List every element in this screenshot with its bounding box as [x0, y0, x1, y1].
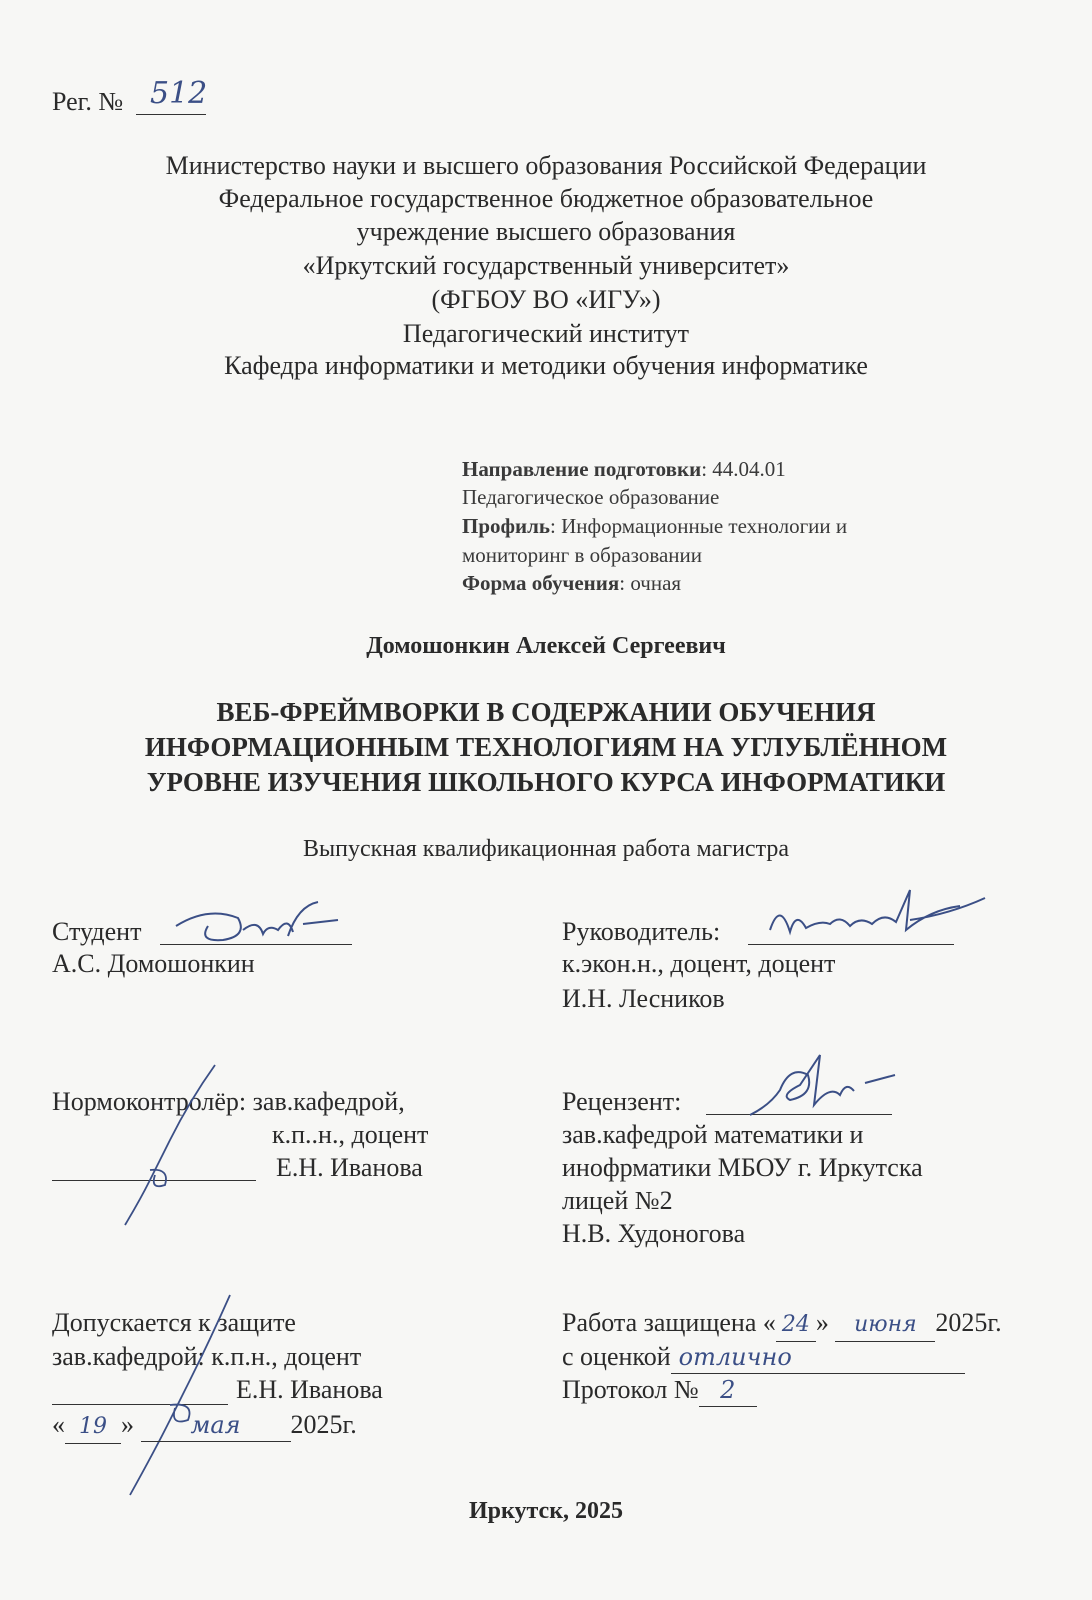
direction-value: : 44.04.01 [701, 457, 786, 481]
grade-label: с оценкой [562, 1342, 671, 1371]
admission-line-1: Допускается к защите [52, 1308, 296, 1337]
profile-value: : Информационные технологии и [550, 514, 848, 538]
admission-month: мая [141, 1409, 291, 1442]
protocol-number: 2 [699, 1374, 757, 1407]
student-label: Студент [52, 917, 142, 946]
author-name: Домошонкин Алексей Сергеевич [366, 633, 726, 659]
direction-value-2: Педагогическое образование [462, 485, 720, 509]
defense-year: 2025г. [935, 1308, 1002, 1337]
admission-quote-close: » [121, 1410, 134, 1439]
defense-day: 24 [776, 1307, 816, 1342]
admission-signature [100, 1290, 240, 1500]
admission-name: Е.Н. Иванова [236, 1375, 383, 1404]
footer-city-year: Иркутск, 2025 [468, 1498, 624, 1524]
reviewer-label: Рецензент: [562, 1087, 682, 1116]
reviewer-line-1: зав.кафедрой математики и [562, 1120, 864, 1149]
header-line-3: учреждение высшего образования [356, 217, 736, 246]
supervisor-name: И.Н. Лесников [562, 984, 725, 1013]
header-line-1: Министерство науки и высшего образования Российской Федерации [165, 151, 927, 180]
header-line-4: «Иркутский государственный университет» [302, 251, 790, 280]
normcontrol-label: Нормоконтролёр: зав.кафедрой, [52, 1087, 405, 1116]
admission-year: 2025г. [290, 1410, 357, 1439]
title-line-2: ИНФОРМАЦИОННЫМ ТЕХНОЛОГИЯМ НА УГЛУБЛЁННОМ [144, 732, 948, 762]
form-value: : очная [619, 571, 682, 595]
defense-month: июня [835, 1307, 935, 1342]
reg-underline [136, 114, 206, 115]
title-line-3: УРОВНЕ ИЗУЧЕНИЯ ШКОЛЬНОГО КУРСА ИНФОРМАТИКИ [146, 767, 946, 797]
defense-label: Работа защищена « [562, 1308, 776, 1337]
protocol-label: Протокол № [562, 1375, 699, 1404]
title-line-1: ВЕБ-ФРЕЙМВОРКИ В СОДЕРЖАНИИ ОБУЧЕНИЯ [216, 697, 876, 727]
defense-quote-close: » [815, 1308, 829, 1337]
supervisor-signature [760, 870, 990, 960]
student-signature [168, 896, 348, 956]
profile-line [462, 514, 847, 538]
reviewer-line-2: инофрматики МБОУ г. Иркутска [562, 1153, 923, 1182]
reg-number-handwritten: 512 [150, 76, 208, 111]
student-name: А.С. Домошонкин [52, 949, 255, 978]
supervisor-label: Руководитель: [562, 917, 721, 946]
direction-line [462, 457, 786, 481]
defense-line [562, 1307, 1002, 1342]
header-line-6: Педагогический институт [402, 319, 690, 348]
profile-label: Профиль [462, 514, 551, 538]
normcontrol-signature [110, 1060, 230, 1230]
reg-label: Рег. № [52, 87, 124, 116]
direction-label: Направление подготовки [462, 457, 702, 481]
reviewer-name: Н.В. Худоногова [562, 1219, 746, 1248]
form-label: Форма обучения [462, 571, 620, 595]
header-line-5: (ФГБОУ ВО «ИГУ») [431, 285, 661, 314]
admission-date [52, 1409, 357, 1444]
grade-value: отлично [671, 1341, 965, 1374]
reviewer-line-3: лицей №2 [562, 1186, 673, 1215]
normcontrol-degree: к.п..н., доцент [272, 1120, 429, 1149]
header-line-7: Кафедра информатики и методики обучения информатике [224, 351, 868, 380]
admission-line-2: зав.кафедрой: к.п.н., доцент [52, 1342, 362, 1371]
normcontrol-name: Е.Н. Иванова [276, 1153, 423, 1182]
protocol-line [562, 1374, 757, 1407]
admission-quote-open: « [52, 1410, 65, 1439]
supervisor-degree: к.экон.н., доцент, доцент [562, 949, 836, 978]
header-line-2: Федеральное государственное бюджетное образовательное [218, 184, 874, 213]
form-line [462, 571, 681, 595]
work-type: Выпускная квалификационная работа магистра [302, 836, 790, 862]
grade-line [562, 1341, 965, 1374]
admission-day: 19 [65, 1409, 121, 1444]
profile-value-2: мониторинг в образовании [462, 543, 703, 567]
